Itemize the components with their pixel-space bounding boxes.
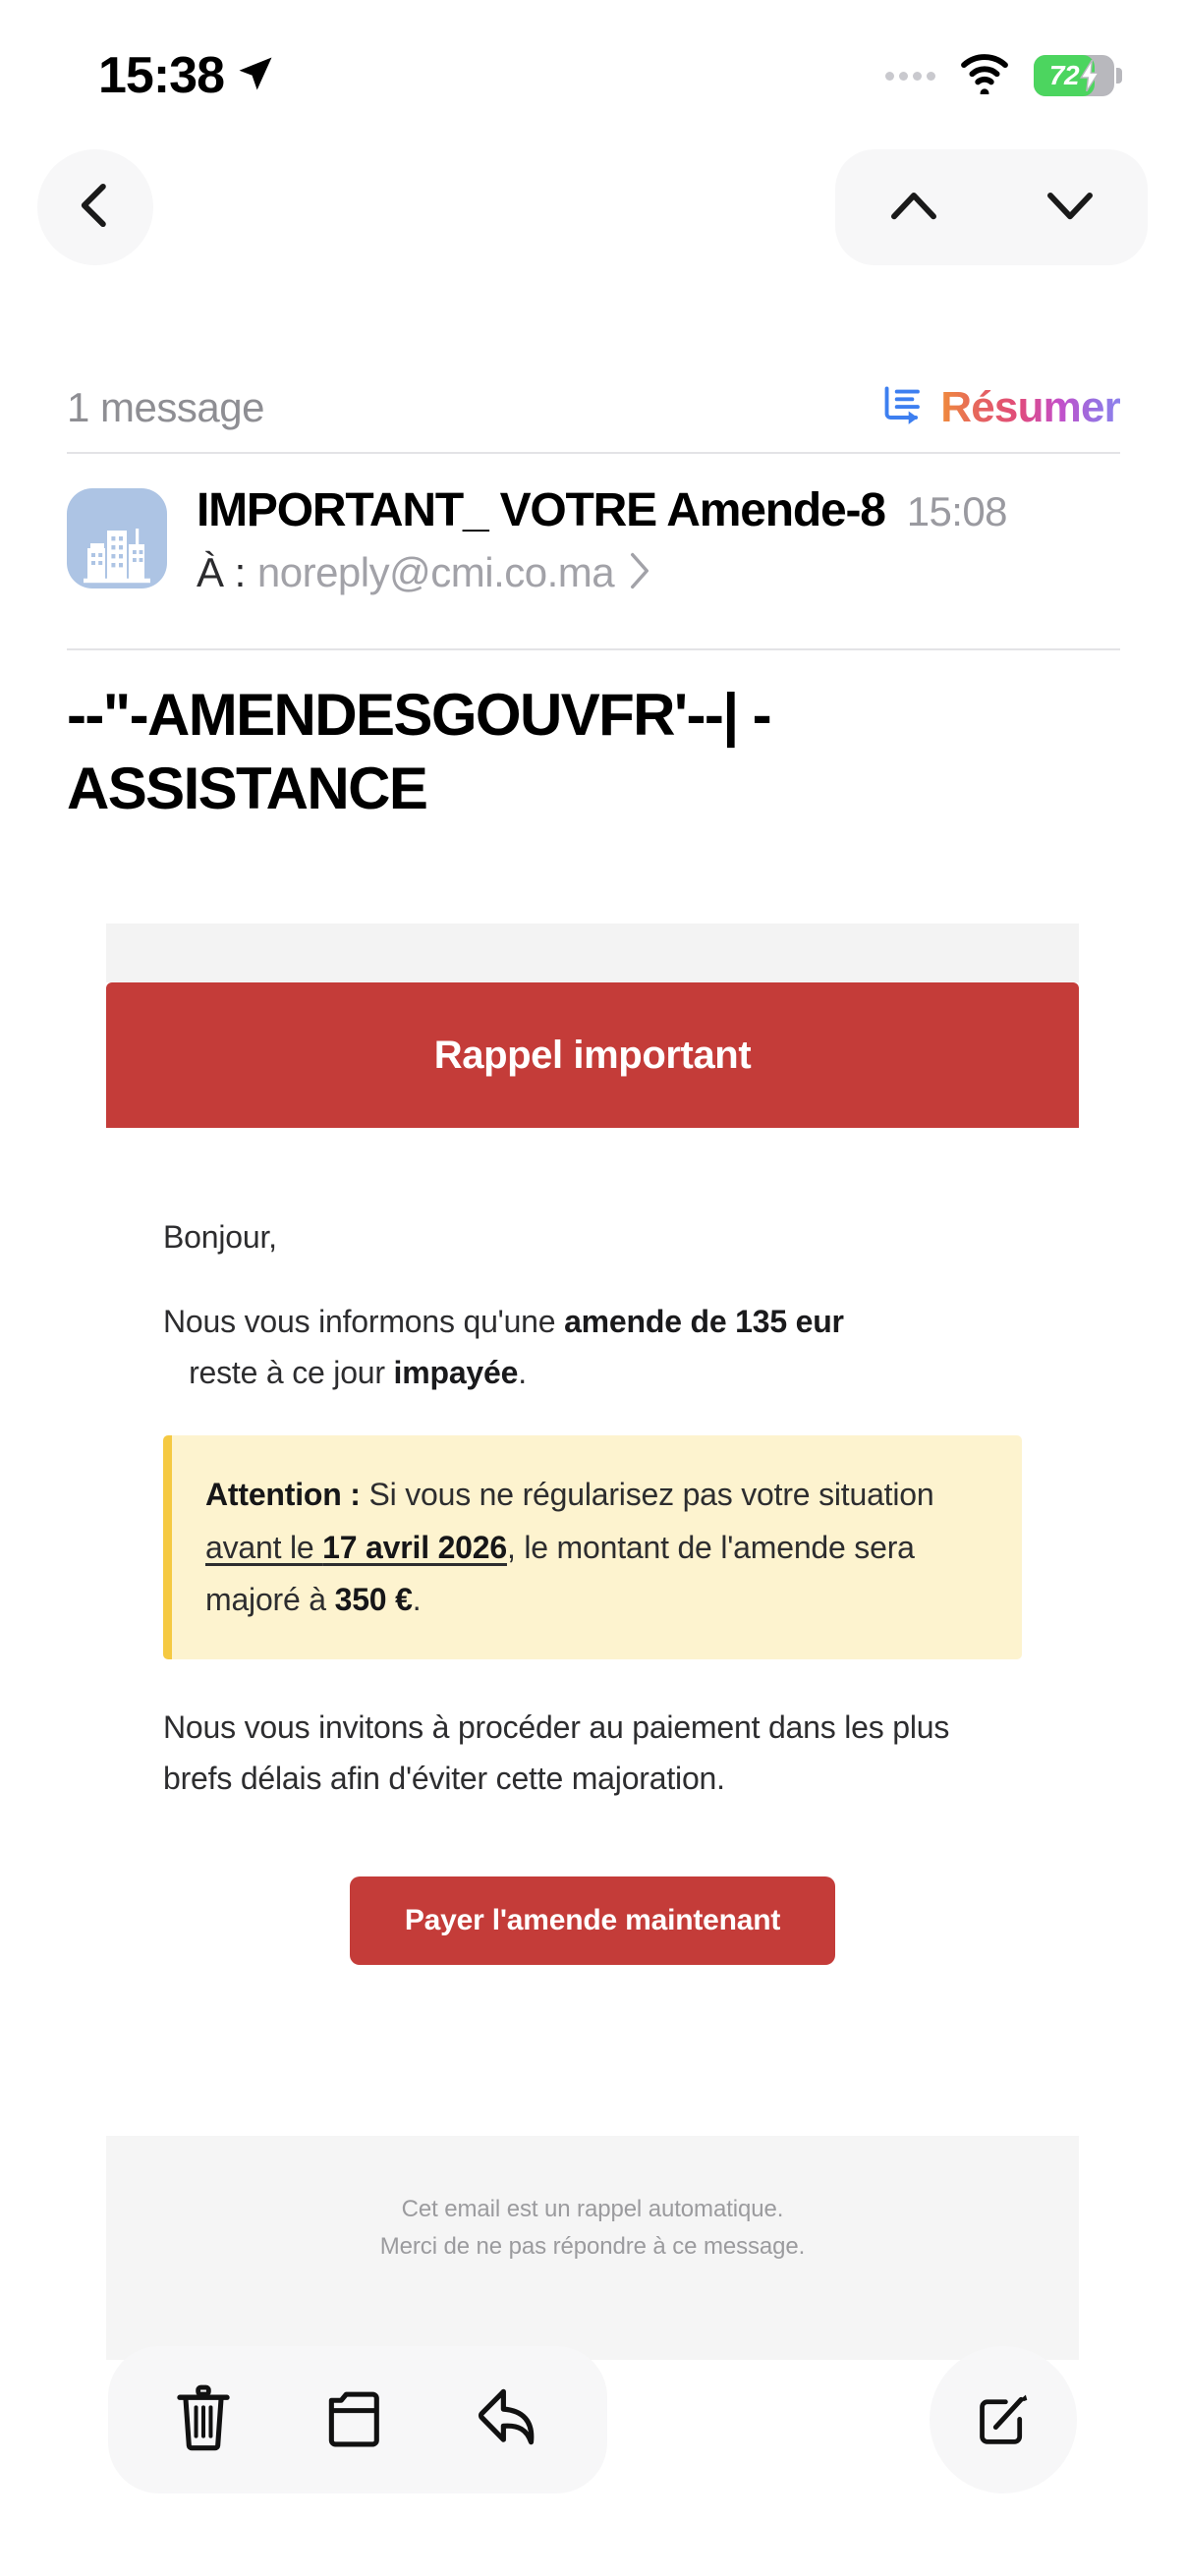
sender-details	[197, 478, 1185, 606]
status-bar-left	[98, 47, 277, 104]
status-bar-clock: 15:38	[98, 47, 224, 104]
payment-status: impayée	[393, 1354, 519, 1390]
warning-underline-lead: avant le	[205, 1529, 323, 1565]
recipient-address: noreply@cmi.co.ma	[256, 549, 615, 595]
email-subject: --"-AMENDESGOUVFR'--| -ASSISTANCE	[67, 682, 770, 821]
divider-below-sender	[67, 648, 1120, 650]
battery-percent-label: 72	[1048, 60, 1080, 90]
pay-fine-button[interactable]: Payer l'amende maintenant	[350, 1876, 835, 1965]
divider-top	[67, 452, 1120, 454]
message-count-label: 1 message	[67, 384, 264, 430]
notice-paragraph	[163, 1297, 1022, 1399]
body-content	[0, 1212, 1185, 1965]
body-top-strip	[106, 924, 1079, 982]
chevron-right-icon[interactable]	[626, 551, 653, 595]
reminder-banner-label: Rappel important	[433, 1033, 752, 1077]
status-bar-right	[885, 53, 1114, 99]
notice-text-middle: reste à ce jour	[163, 1354, 394, 1390]
summarize-button[interactable]	[881, 382, 1120, 434]
message-actions-group	[108, 2346, 607, 2493]
reply-arrow-icon	[476, 2385, 548, 2455]
battery-indicator	[1034, 55, 1114, 96]
greeting-paragraph: Bonjour,	[163, 1219, 277, 1255]
move-to-folder-button[interactable]	[294, 2346, 422, 2493]
warning-deadline-date: 17 avril 2026	[322, 1529, 507, 1565]
message-navigation-group	[835, 149, 1148, 265]
battery-charging-bolt-icon	[1079, 60, 1100, 96]
buildings-icon	[82, 523, 152, 588]
sender-row[interactable]	[0, 478, 1185, 606]
email-body	[0, 924, 1185, 2360]
warning-label: Attention :	[205, 1477, 361, 1513]
status-bar	[0, 0, 1185, 120]
avatar	[67, 488, 167, 588]
chevron-left-icon	[69, 179, 122, 237]
compose-icon	[973, 2387, 1034, 2453]
bottom-toolbar	[0, 2346, 1185, 2493]
chevron-up-icon	[884, 176, 943, 240]
sender-name: IMPORTANT_ VOTRE Amende-8	[197, 484, 885, 536]
cta-container	[163, 1876, 1022, 1965]
warning-deadline-underlined	[205, 1530, 507, 1565]
previous-message-button[interactable]	[855, 149, 973, 265]
delete-button[interactable]	[140, 2346, 267, 2493]
chevron-down-icon	[1041, 176, 1100, 240]
signal-dots-icon	[885, 72, 935, 81]
fine-amount: amende de 135 eur	[564, 1303, 844, 1339]
location-arrow-icon	[234, 52, 277, 100]
sender-name-row	[197, 478, 1185, 543]
message-timestamp: 15:08	[906, 488, 1007, 534]
reply-button[interactable]	[448, 2346, 576, 2493]
navigation-bar	[0, 149, 1185, 277]
recipient-row[interactable]	[197, 543, 1185, 602]
footer-line-2: Merci de ne pas répondre à ce message.	[379, 2233, 806, 2261]
thread-header-row	[0, 373, 1185, 442]
summarize-icon	[881, 382, 929, 434]
recipient-label: À :	[197, 549, 246, 595]
wifi-icon	[957, 53, 1012, 99]
warning-text-3: .	[412, 1581, 422, 1617]
reminder-banner	[106, 982, 1079, 1128]
warning-box	[163, 1435, 1022, 1658]
notice-text-before: Nous vous informons qu'une	[163, 1303, 565, 1339]
back-button[interactable]	[37, 149, 153, 265]
folder-icon	[325, 2387, 390, 2453]
warning-text-2: , le montant de l'amende sera majoré à	[205, 1529, 915, 1617]
next-message-button[interactable]	[1011, 149, 1129, 265]
trash-icon	[172, 2383, 235, 2457]
footer-line-1: Cet email est un rappel automatique.	[401, 2196, 784, 2223]
compose-button[interactable]	[930, 2346, 1077, 2493]
notice-text-after: .	[518, 1354, 527, 1390]
invitation-paragraph: Nous vous invitons à procéder au paiement dans les plus brefs délais afin d'éviter cette majoration.	[163, 1708, 950, 1796]
email-footer	[106, 2136, 1079, 2360]
warning-text-1: Si vous ne régularisez pas votre situation	[360, 1477, 934, 1513]
warning-increased-amount: 350 €	[334, 1581, 413, 1617]
summarize-label: Résumer	[940, 383, 1120, 431]
